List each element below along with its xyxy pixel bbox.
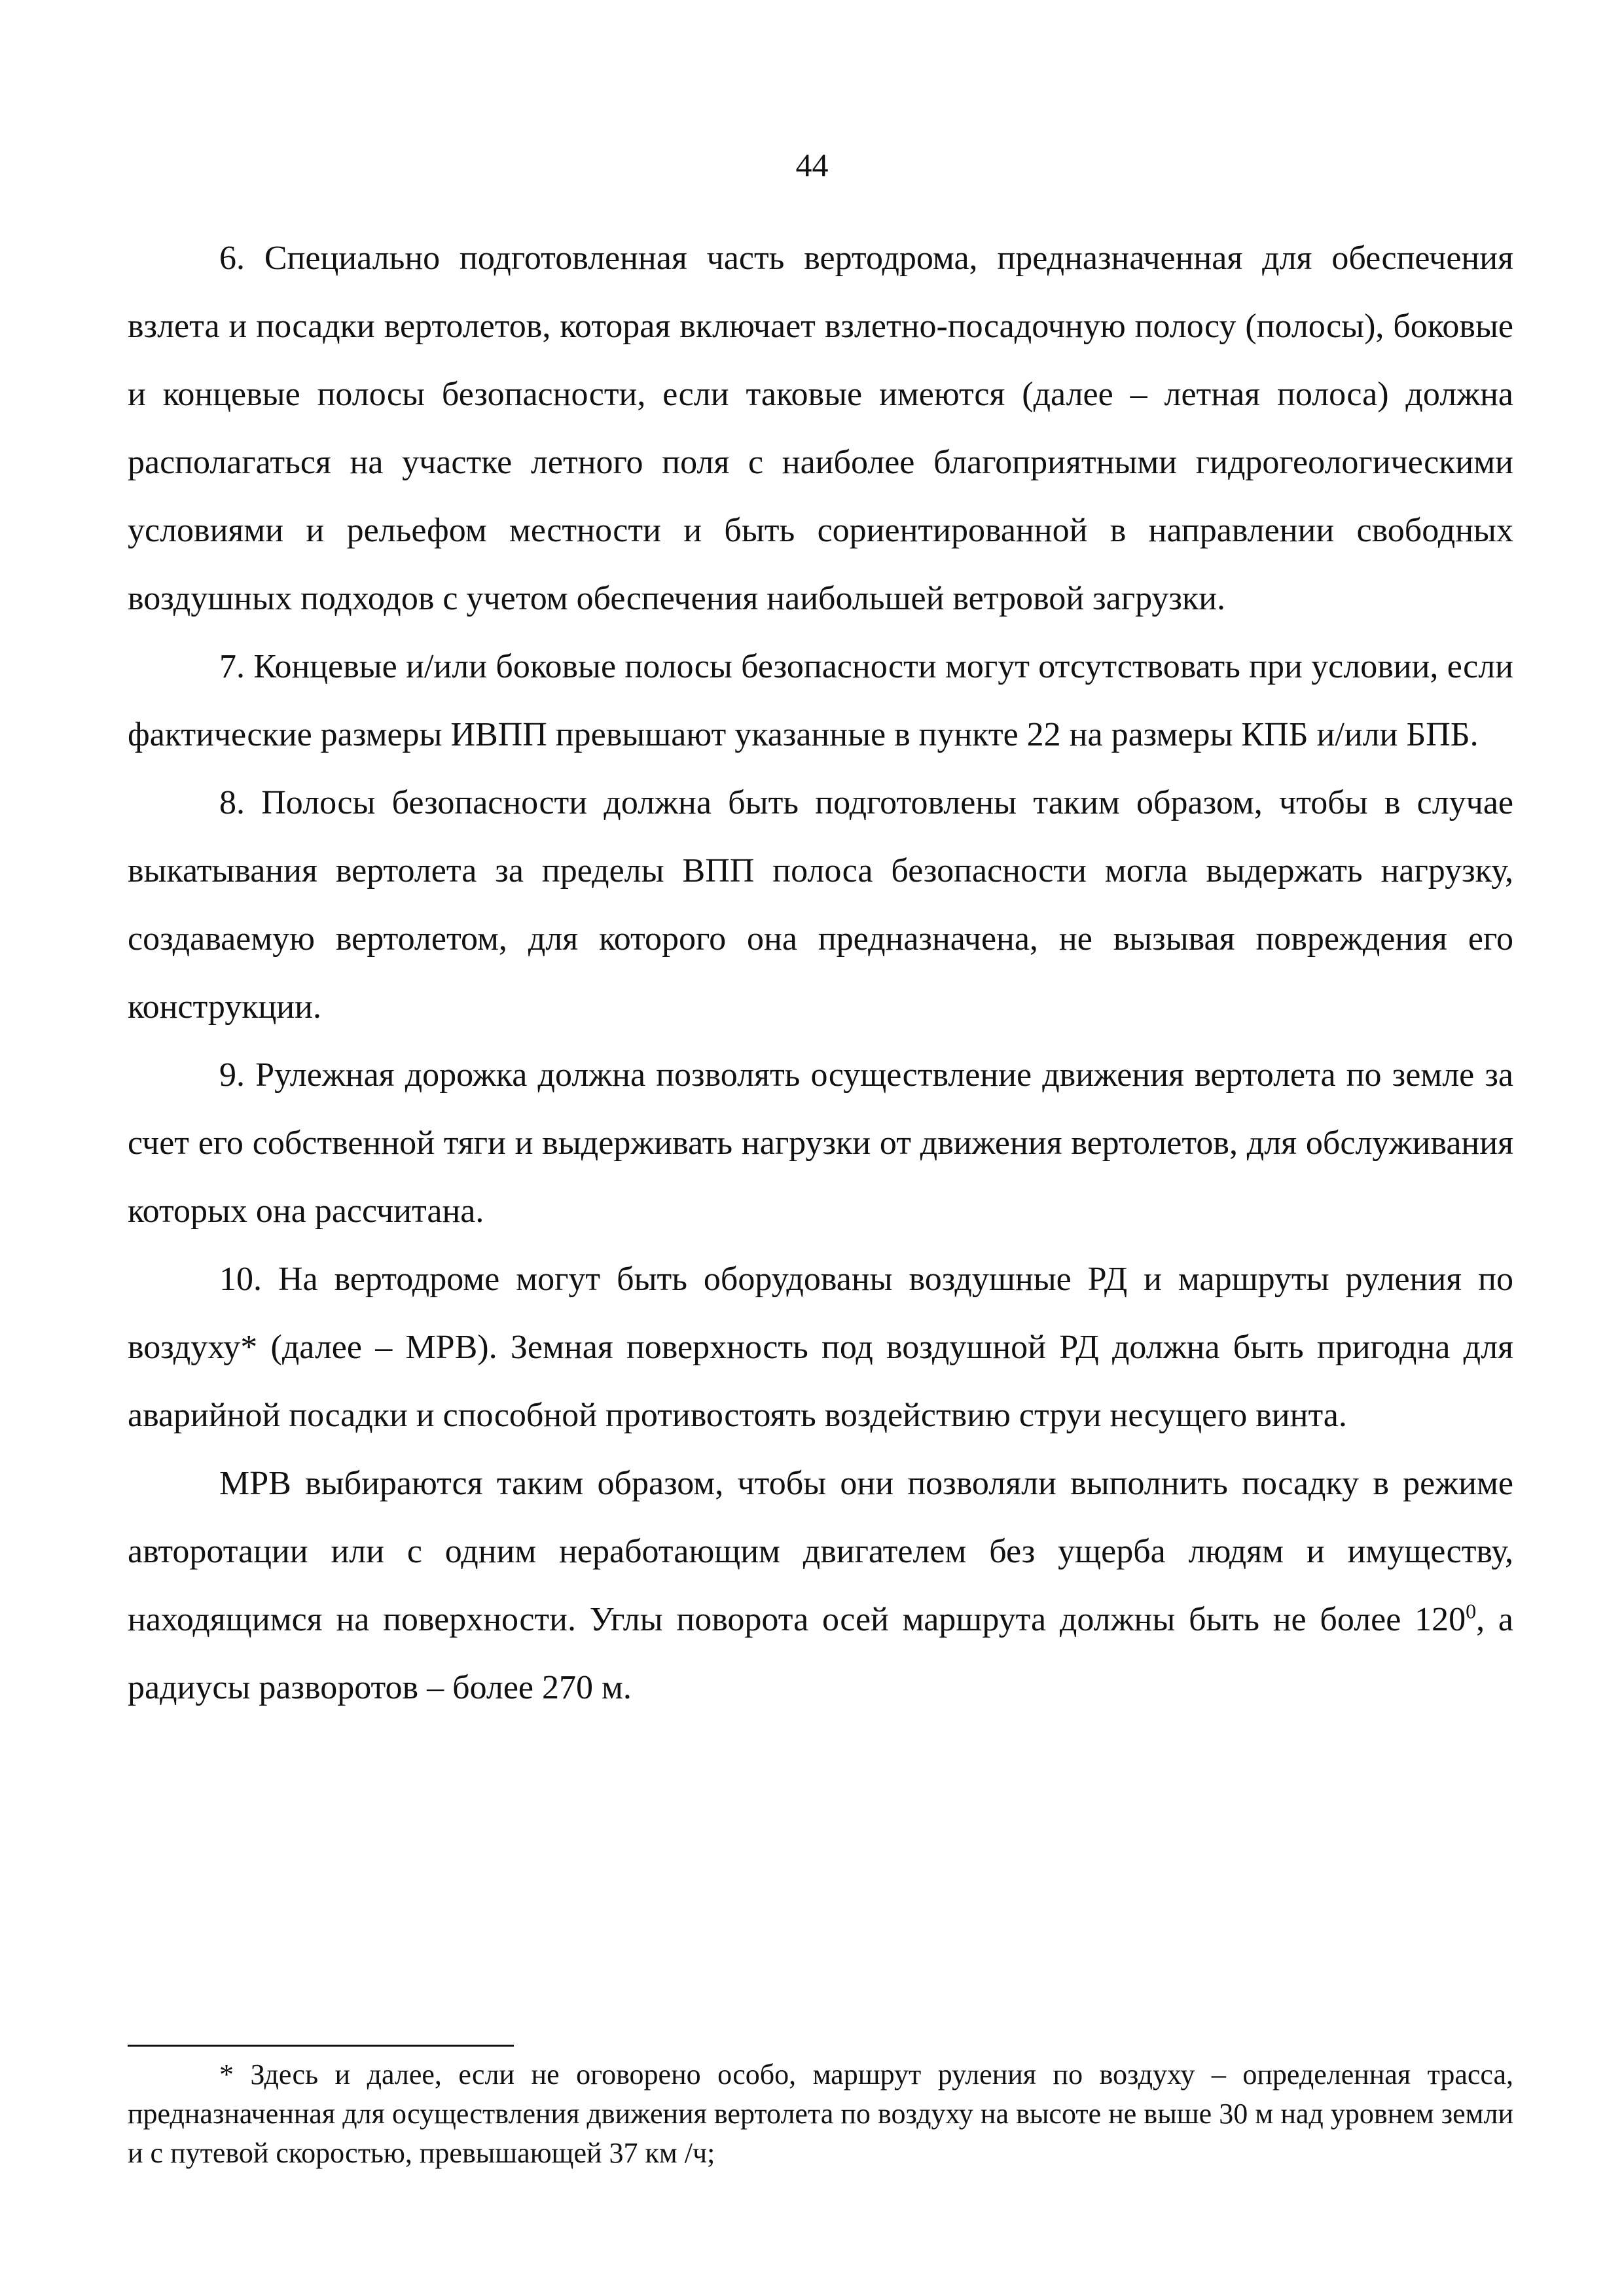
page-number: 44	[795, 147, 829, 183]
paragraph-6: 6. Специально подготовленная часть вертодрома, предназначенная для обеспечения взлета и посадки вертолетов, которая включает взлетно-посадочную полосу (полосы), боковые и концевые полосы безопасности, если таковые имеются (далее – летная полоса) должна располагаться на участке летного поля с наиболее благоприятными гидрогеологическими условиями и рельефом местности и быть сориентированной в направлении свободных воздушных подходов с учетом обеспечения наибольшей ветровой загрузки.	[128, 240, 1513, 617]
paragraph-10: 10. На вертодроме могут быть оборудованы воздушные РД и маршруты руления по воздуху* (далее – МРВ). Земная поверхность под воздушной РД должна быть пригодна для аварийной посадки и способной противостоять воздействию струи несущего винта.	[128, 1261, 1513, 1434]
paragraph-mrv-text-end: , а радиусы разворотов – более 270 м.	[128, 1601, 1513, 1706]
paragraph-7: 7. Концевые и/или боковые полосы безопасности могут отсутствовать при условии, если фактические размеры ИВПП превышают указанные в пункте 22 на размеры КПБ и/или БПБ.	[128, 648, 1513, 753]
paragraph-8: 8. Полосы безопасности должна быть подготовлены таким образом, чтобы в случае выкатывания вертолета за пределы ВПП полоса безопасности могла выдержать нагрузку, создаваемую вертолетом, для которого она предназначена, не вызывая повреждения его конструкции.	[128, 784, 1513, 1026]
paragraph-mrv	[128, 1450, 1513, 1722]
paragraph-9: 9. Рулежная дорожка должна позволять осуществление движения вертолета по земле за счет его собственной тяги и выдерживать нагрузки от движения вертолетов, для обслуживания которых она рассчитана.	[128, 1056, 1513, 1230]
footnote: * Здесь и далее, если не оговорено особо, маршрут руления по воздуху – определенная трасса, предназначенная для осуществления движения вертолета по воздуху на высоте не выше 30 м над уровнем земли и с путевой скоростью, превышающей 37 км /ч;	[128, 2058, 1513, 2169]
degree-superscript: 0	[1466, 1599, 1477, 1623]
document-body	[128, 224, 1513, 1722]
paragraph-mrv-text: МРВ выбираются таким образом, чтобы они позволяли выполнить посадку в режиме авторотации или с одним неработающим двигателем без ущерба людям и имуществу, находящимся на поверхности. Углы поворота осей маршрута должны быть не более 120	[128, 1465, 1513, 1638]
footnote-divider	[128, 2045, 514, 2047]
